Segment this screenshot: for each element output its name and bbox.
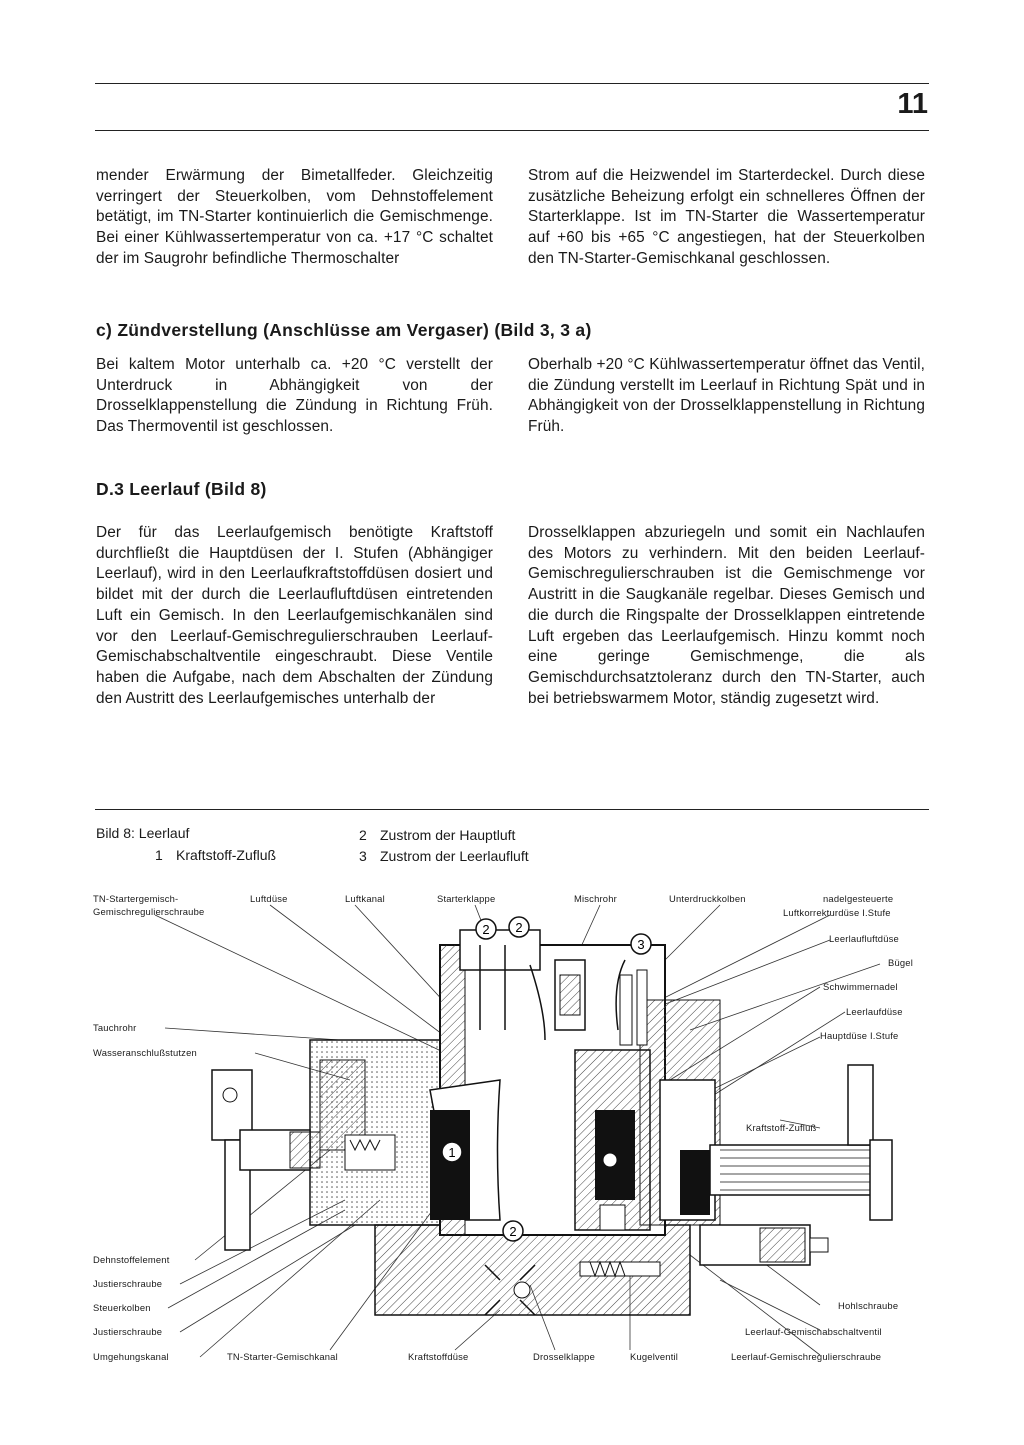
diagram-label: Mischrohr: [574, 893, 617, 904]
flow-marker-label: 2: [509, 1224, 517, 1239]
diagram-label: Schwimmernadel: [823, 981, 898, 992]
diagram-label: Drosselklappe: [533, 1351, 596, 1362]
diagram-label: Umgehungskanal: [93, 1351, 169, 1362]
legend-number: 3: [359, 848, 367, 864]
legend-number: 2: [359, 827, 367, 843]
diagram-label: Justierschraube: [93, 1278, 163, 1289]
diagram-label: Wasseranschlußstutzen: [93, 1047, 197, 1058]
diagram-label: Steuerkolben: [93, 1302, 151, 1313]
diagram-label: Kraftstoff-Zufluß: [746, 1122, 817, 1133]
diagram-label: Starterklappe: [437, 893, 496, 904]
flow-marker-label: 1: [448, 1145, 456, 1160]
diagram-label: Luftdüse: [250, 893, 288, 904]
diagram-label: Leerlauf-Gemischabschaltventil: [745, 1326, 882, 1337]
diagram-label: Dehnstoffelement: [93, 1254, 170, 1265]
legend-number: 1: [155, 847, 163, 863]
figure-title: Bild 8: Leerlauf: [96, 825, 190, 841]
section-heading-zuendverstellung: c) Zündverstellung (Anschlüsse am Vergaser) (Bild 3, 3 a): [96, 320, 592, 340]
flow-marker-label: 2: [515, 920, 523, 935]
text-column-right: Oberhalb +20 °C Kühlwassertemperatur öffnet das Ventil, die Zündung verstellt im Leerlauf in Richtung Spät und in Abhängigkeit von der Drosselklappenstellung in Richtung Früh.: [528, 356, 925, 436]
diagram-label: nadelgesteuerte: [823, 893, 894, 904]
section-heading-leerlauf: D.3 Leerlauf (Bild 8): [96, 479, 267, 499]
legend-text: Zustrom der Leerlaufluft: [380, 848, 529, 864]
diagram-label: Luftkorrekturdüse I.Stufe: [783, 907, 891, 918]
diagram-label: Justierschraube: [93, 1326, 163, 1337]
legend-text: Kraftstoff-Zufluß: [176, 847, 277, 863]
diagram-label: Tauchrohr: [93, 1022, 137, 1033]
flow-marker-label: 2: [482, 922, 490, 937]
diagram-label: Leerlauf-Gemischregulierschraube: [731, 1351, 882, 1362]
diagram-label: Bügel: [888, 957, 913, 968]
diagram-label: Hauptdüse I.Stufe: [820, 1030, 899, 1041]
text-column-right: Strom auf die Heizwendel im Starterdeckel. Durch diese zusätzliche Beheizung erfolgt ein schnelleres Öffnen der Starterklappe. Ist im TN-Starter die Wassertemperatur auf +60 bis +65 °C angestiegen, hat der Steuerkolben den TN-Starter-Gemischkanal geschlossen.: [528, 167, 925, 267]
diagram-label: Kraftstoffdüse: [408, 1351, 469, 1362]
text-column-left: Der für das Leerlaufgemisch benötigte Kraftstoff durchfließt die Hauptdüsen der I. Stufen (Abhängiger Leerlauf), wird in den Leerlaufkraftstoffdüsen dosiert und bildet mit der durch die Leerlaufluftdüsen eintretenden Luft ein Gemisch. In den Leerlaufgemischkanälen sind vor den Leerlauf-Gemischregulierschrauben Leerlauf-Gemischabschaltventile eingeschraubt. Diese Ventile haben die Aufgabe, nach dem Abschalten der Zündung den Austritt des Leerlaufgemisches unterhalb der: [96, 524, 493, 707]
flow-marker-label: 3: [637, 937, 645, 952]
diagram-label: Leerlaufluftdüse: [829, 933, 899, 944]
legend-text: Zustrom der Hauptluft: [380, 827, 516, 843]
diagram-label: Leerlaufdüse: [846, 1006, 903, 1017]
diagram-label: TN-Startergemisch-: [93, 893, 179, 904]
diagram-label: Unterdruckkolben: [669, 893, 746, 904]
diagram-label: Kugelventil: [630, 1351, 679, 1362]
diagram-label: TN-Starter-Gemischkanal: [227, 1351, 338, 1362]
text-column-left: Bei kaltem Motor unterhalb ca. +20 °C verstellt der Unterdruck in Abhängigkeit von der Drosselklappenstellung die Zündung in Richtung Früh. Das Thermoventil ist geschlossen.: [96, 356, 493, 436]
diagram-label: Luftkanal: [345, 893, 385, 904]
diagram-label: Gemischregulierschraube: [93, 906, 205, 917]
page-number: 11: [897, 88, 928, 120]
diagram-label: Hohlschraube: [838, 1300, 899, 1311]
text-column-right: Drosselklappen abzuriegeln und somit ein Nachlaufen des Motors zu verhindern. Mit den beiden Leerlauf-Gemischregulierschrauben ist die Gemischmenge vor Austritt in die Saugkanäle regelbar. Dieses Gemisch und die durch die Ringspalte der Drosselklappen eintretende Luft ergeben das Leerlaufgemisch. Hinzu kommt noch eine geringe Gemischmenge, die als Gemischdurchsatztoleranz durch den TN-Starter, auch bei betriebswarmem Motor, ständig zugesetzt wird.: [528, 524, 925, 707]
text-column-left: mender Erwärmung der Bimetallfeder. Gleichzeitig verringert der Steuerkolben, vom Dehnstoffelement betätigt, im TN-Starter kontinuierlich die Gemischmenge. Bei einer Kühlwassertemperatur von ca. +17 °C schaltet der im Saugrohr befindliche Thermoschalter: [96, 167, 493, 267]
